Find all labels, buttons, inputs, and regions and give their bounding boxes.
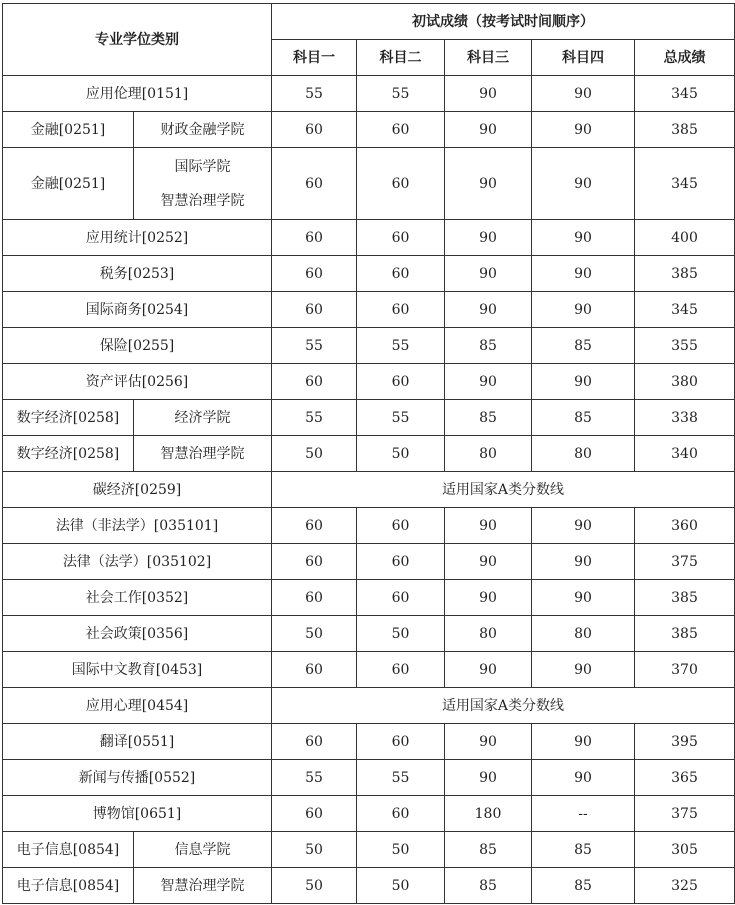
- subject-2-score: 60: [357, 508, 445, 544]
- total-score: 400: [635, 220, 735, 256]
- total-score: 385: [635, 112, 735, 148]
- degree-category: 保险[0255]: [3, 328, 272, 364]
- subject-2-score: 50: [357, 436, 445, 472]
- degree-category: 法律（法学）[035102]: [3, 544, 272, 580]
- table-row: [3, 436, 735, 472]
- table-row: [3, 868, 735, 904]
- degree-category: 社会工作[0352]: [3, 580, 272, 616]
- subject-2-score: 60: [357, 256, 445, 292]
- subject-2-score: 50: [357, 616, 445, 652]
- subject-1-score: 60: [272, 364, 357, 400]
- subject-2-score: 60: [357, 544, 445, 580]
- subject-3-score: 180: [445, 796, 532, 832]
- subject-2-score: 55: [357, 328, 445, 364]
- subject-3-score: 90: [445, 760, 532, 796]
- category-header: 专业学位类别: [3, 4, 272, 76]
- total-score: 340: [635, 436, 735, 472]
- subject-4-score: 90: [532, 580, 635, 616]
- table-row: [3, 400, 735, 436]
- degree-category: 国际商务[0254]: [3, 292, 272, 328]
- subject-3-score: 90: [445, 544, 532, 580]
- table-row: [3, 472, 735, 508]
- table-row: [3, 364, 735, 400]
- subject-3-score: 80: [445, 436, 532, 472]
- degree-category: 国际中文教育[0453]: [3, 652, 272, 688]
- subject-1-score: 60: [272, 652, 357, 688]
- total-score: 385: [635, 580, 735, 616]
- total-score: 380: [635, 364, 735, 400]
- subject-4-score: 90: [532, 652, 635, 688]
- degree-category: 金融[0251]: [3, 112, 134, 148]
- subject-3-score: 80: [445, 616, 532, 652]
- subject-3-score: 90: [445, 508, 532, 544]
- table-row: [3, 760, 735, 796]
- subject-3-score: 90: [445, 256, 532, 292]
- subject-2-score: 60: [357, 580, 445, 616]
- subject-3-score: 90: [445, 364, 532, 400]
- total-score: 305: [635, 832, 735, 868]
- subject-4-score: 85: [532, 832, 635, 868]
- subject-1-score: 60: [272, 724, 357, 760]
- college-line: 智慧治理学院: [160, 192, 245, 209]
- table-row: [3, 256, 735, 292]
- total-score: 325: [635, 868, 735, 904]
- college: 智慧治理学院: [134, 436, 272, 472]
- total-score: 365: [635, 760, 735, 796]
- total-score: 345: [635, 148, 735, 220]
- table-row: [3, 544, 735, 580]
- subject-1-score: 60: [272, 796, 357, 832]
- table-row: [3, 724, 735, 760]
- college: 信息学院: [134, 832, 272, 868]
- subject-1-score: 60: [272, 112, 357, 148]
- subject-2-score: 50: [357, 868, 445, 904]
- degree-category: 数字经济[0258]: [3, 400, 134, 436]
- table-row: [3, 652, 735, 688]
- score-group-header: 初试成绩（按考试时间顺序）: [272, 4, 735, 40]
- subject-1-score: 55: [272, 328, 357, 364]
- degree-category: 资产评估[0256]: [3, 364, 272, 400]
- table-row: [3, 508, 735, 544]
- degree-category: 金融[0251]: [3, 148, 134, 220]
- national-line-note: 适用国家A类分数线: [272, 472, 735, 508]
- table-row: [3, 688, 735, 724]
- subject-3-score: 85: [445, 868, 532, 904]
- degree-category: 应用心理[0454]: [3, 688, 272, 724]
- subject-1-score: 60: [272, 220, 357, 256]
- total-score: 345: [635, 76, 735, 112]
- total-score: 385: [635, 256, 735, 292]
- subject-2-score: 55: [357, 76, 445, 112]
- degree-category: 应用统计[0252]: [3, 220, 272, 256]
- subject-4-score: 90: [532, 76, 635, 112]
- subject-3-score: 90: [445, 112, 532, 148]
- total-score: 345: [635, 292, 735, 328]
- subject-4-score: 85: [532, 868, 635, 904]
- subject-3-score: 90: [445, 580, 532, 616]
- subject-4-score: 90: [532, 544, 635, 580]
- college-line: 国际学院: [174, 158, 231, 175]
- total-score: 370: [635, 652, 735, 688]
- subject-3-score: 85: [445, 400, 532, 436]
- total-score: 338: [635, 400, 735, 436]
- subject-1-score: 55: [272, 760, 357, 796]
- subject-2-score: 60: [357, 292, 445, 328]
- degree-category: 税务[0253]: [3, 256, 272, 292]
- college: [134, 148, 272, 220]
- subject-2-header: 科目二: [357, 40, 445, 76]
- subject-2-score: 55: [357, 400, 445, 436]
- degree-category: 电子信息[0854]: [3, 868, 134, 904]
- degree-category: 社会政策[0356]: [3, 616, 272, 652]
- subject-4-score: 90: [532, 508, 635, 544]
- subject-1-score: 50: [272, 868, 357, 904]
- table-row: [3, 292, 735, 328]
- subject-4-score: 80: [532, 616, 635, 652]
- table-row: [3, 580, 735, 616]
- subject-4-score: 90: [532, 760, 635, 796]
- subject-3-score: 90: [445, 652, 532, 688]
- table-row: [3, 220, 735, 256]
- subject-3-score: 90: [445, 292, 532, 328]
- subject-1-score: 50: [272, 832, 357, 868]
- subject-1-score: 60: [272, 580, 357, 616]
- subject-4-score: 85: [532, 400, 635, 436]
- degree-category: 碳经济[0259]: [3, 472, 272, 508]
- subject-3-score: 85: [445, 832, 532, 868]
- subject-4-score: 80: [532, 436, 635, 472]
- total-score: 395: [635, 724, 735, 760]
- subject-4-score: 90: [532, 256, 635, 292]
- subject-4-score: 90: [532, 724, 635, 760]
- table-row: [3, 148, 735, 220]
- subject-1-score: 55: [272, 76, 357, 112]
- table-row: [3, 328, 735, 364]
- subject-4-score: 90: [532, 220, 635, 256]
- subject-4-score: 90: [532, 292, 635, 328]
- subject-1-score: 60: [272, 148, 357, 220]
- subject-4-score: 85: [532, 328, 635, 364]
- subject-2-score: 50: [357, 832, 445, 868]
- subject-2-score: 60: [357, 148, 445, 220]
- subject-1-score: 60: [272, 292, 357, 328]
- header-row: [3, 4, 735, 40]
- subject-1-header: 科目一: [272, 40, 357, 76]
- subject-3-score: 90: [445, 148, 532, 220]
- degree-category: 电子信息[0854]: [3, 832, 134, 868]
- table-row: [3, 796, 735, 832]
- subject-1-score: 50: [272, 436, 357, 472]
- subject-3-score: 85: [445, 328, 532, 364]
- subject-3-score: 90: [445, 724, 532, 760]
- subject-4-score: 90: [532, 364, 635, 400]
- subject-2-score: 55: [357, 760, 445, 796]
- subject-1-score: 50: [272, 616, 357, 652]
- subject-4-header: 科目四: [532, 40, 635, 76]
- total-score: 360: [635, 508, 735, 544]
- national-line-note: 适用国家A类分数线: [272, 688, 735, 724]
- degree-category: 博物馆[0651]: [3, 796, 272, 832]
- degree-category: 数字经济[0258]: [3, 436, 134, 472]
- subject-2-score: 60: [357, 724, 445, 760]
- subject-2-score: 60: [357, 652, 445, 688]
- total-score: 375: [635, 544, 735, 580]
- subject-2-score: 60: [357, 364, 445, 400]
- subject-3-score: 90: [445, 220, 532, 256]
- subject-1-score: 60: [272, 256, 357, 292]
- degree-category: 应用伦理[0151]: [3, 76, 272, 112]
- subject-2-score: 60: [357, 112, 445, 148]
- table-row: [3, 112, 735, 148]
- table-row: [3, 616, 735, 652]
- subject-3-score: 90: [445, 76, 532, 112]
- total-score: 385: [635, 616, 735, 652]
- subject-1-score: 60: [272, 508, 357, 544]
- total-score: 355: [635, 328, 735, 364]
- table-row: [3, 832, 735, 868]
- subject-4-score: --: [532, 796, 635, 832]
- table-row: [3, 76, 735, 112]
- college: 智慧治理学院: [134, 868, 272, 904]
- degree-category: 法律（非法学）[035101]: [3, 508, 272, 544]
- subject-4-score: 90: [532, 148, 635, 220]
- subject-3-header: 科目三: [445, 40, 532, 76]
- total-score-header: 总成绩: [635, 40, 735, 76]
- degree-category: 新闻与传播[0552]: [3, 760, 272, 796]
- subject-1-score: 60: [272, 544, 357, 580]
- college: 财政金融学院: [134, 112, 272, 148]
- subject-4-score: 90: [532, 112, 635, 148]
- subject-1-score: 55: [272, 400, 357, 436]
- subject-2-score: 60: [357, 796, 445, 832]
- college: 经济学院: [134, 400, 272, 436]
- admission-score-table: [2, 3, 735, 904]
- subject-2-score: 60: [357, 220, 445, 256]
- degree-category: 翻译[0551]: [3, 724, 272, 760]
- total-score: 375: [635, 796, 735, 832]
